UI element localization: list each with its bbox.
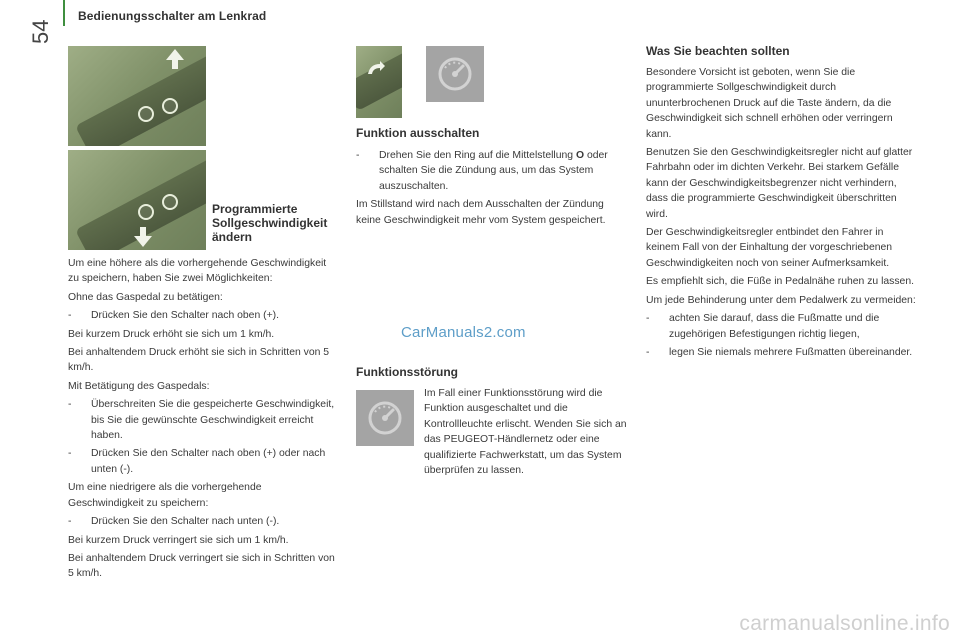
list-item: - Drücken Sie den Schalter nach oben (+). bbox=[68, 310, 280, 322]
speedometer-icon bbox=[365, 398, 405, 438]
long-press-up-text: Bei anhaltendem Druck erhöht sie sich in Schritten von 5 km/h. bbox=[68, 347, 330, 374]
long-press-down-text: Bei anhaltendem Druck verringert sie sich in Schritten von 5 km/h. bbox=[68, 552, 335, 580]
notes-paragraph: Besondere Vorsicht ist geboten, wenn Sie die programmierte Sollgeschwindigkeit durch ununterbrochenen Druck auf die Taste ändern, da die Geschwindigkeit sich schnell erhöhen oder verringern kann. bbox=[646, 67, 893, 140]
footer-watermark: carmanualsonline.info bbox=[739, 612, 950, 635]
with-gas-label: Mit Betätigung des Gaspedals: bbox=[68, 380, 210, 392]
column-left bbox=[68, 256, 340, 585]
short-press-down-text: Bei kurzem Druck verringert sie sich um 1 km/h. bbox=[68, 534, 289, 546]
heading-malfunction: Funktionsstörung bbox=[356, 365, 458, 379]
warning-indicator bbox=[356, 390, 414, 446]
intro-text: Um eine höhere als die vorhergehende Geschwindigkeit zu speichern, haben Sie zwei Möglichkeiten: bbox=[68, 258, 327, 285]
arrow-up-icon bbox=[164, 48, 186, 70]
short-press-up-text: Bei kurzem Druck erhöht sie sich um 1 km/h. bbox=[68, 328, 275, 340]
arrow-down-icon bbox=[132, 226, 154, 248]
notes-paragraph: Um jede Behinderung unter dem Pedalwerk zu vermeiden: bbox=[646, 294, 916, 306]
heading-notes: Was Sie beachten sollten bbox=[646, 44, 790, 58]
notes-paragraph: Der Geschwindigkeitsregler entbindet den Fahrer in keinem Fall von der Einhaltung der vorgeschriebenen Geschwindigkeiten noch von seiner Aufmerksamkeit. bbox=[646, 227, 893, 269]
speedometer-icon bbox=[435, 54, 475, 94]
heading-function-off: Funktion ausschalten bbox=[356, 126, 480, 140]
page-number: 54 bbox=[28, 19, 53, 44]
no-gas-label: Ohne das Gaspedal zu betätigen: bbox=[68, 291, 223, 303]
list-item: - Überschreiten Sie die gespeicherte Geschwindigkeit, bis Sie die gewünschte Geschwindigkeit erreicht haben. bbox=[68, 399, 335, 442]
lower-intro-text: Um eine niedrigere als die vorhergehende Geschwindigkeit zu speichern: bbox=[68, 482, 262, 509]
stalk-photo-down bbox=[68, 150, 206, 250]
stalk-photo-up bbox=[68, 46, 206, 146]
list-item: - Drücken Sie den Schalter nach oben (+) oder nach unten (-). bbox=[68, 448, 326, 475]
list-item: - achten Sie darauf, dass die Fußmatte und die zugehörigen Befestigungen richtig liegen, bbox=[646, 313, 880, 340]
column-middle bbox=[356, 148, 628, 231]
list-item: - Drehen Sie den Ring auf die Mittelstellung O oder schalten Sie die Zündung aus, um das System auszuschalten. bbox=[356, 150, 608, 192]
section-title: Bedienungsschalter am Lenkrad bbox=[78, 9, 267, 23]
malfunction-text: Im Fall einer Funktionsstörung wird die Funktion ausgeschaltet und die Kontrollleuchte erlischt. Wenden Sie sich an das PEUGEOT-Händlernetz oder eine qualifizierte Fachwerkstatt, um das System überprüfen zu lassen. bbox=[424, 388, 627, 477]
notes-paragraph: Es empfiehlt sich, die Füße in Pedalnähe ruhen zu lassen. bbox=[646, 276, 915, 288]
list-item: - Drücken Sie den Schalter nach unten (-). bbox=[68, 516, 280, 528]
heading-change-speed: Programmierte Sollgeschwindigkeit ändern bbox=[212, 202, 328, 244]
rotate-arrow-icon bbox=[364, 60, 386, 82]
ring-photo bbox=[356, 46, 402, 118]
list-item: - legen Sie niemals mehrere Fußmatten übereinander. bbox=[646, 346, 913, 358]
watermark-text: CarManuals2.com bbox=[401, 324, 526, 341]
column-right bbox=[646, 65, 916, 363]
notes-paragraph: Benutzen Sie den Geschwindigkeitsregler nicht auf glatter Fahrbahn oder im dichten Verkehr. Bei starkem Gefälle kann der Geschwindigkeitsbegrenzer nicht verhindern, dass die programmierte Geschwindigkeit überschritten wird. bbox=[646, 147, 913, 220]
accent-bar bbox=[63, 0, 65, 26]
speedometer-indicator bbox=[426, 46, 484, 102]
standstill-text: Im Stillstand wird nach dem Ausschalten der Zündung keine Geschwindigkeit mehr vom System gespeichert. bbox=[356, 199, 606, 226]
